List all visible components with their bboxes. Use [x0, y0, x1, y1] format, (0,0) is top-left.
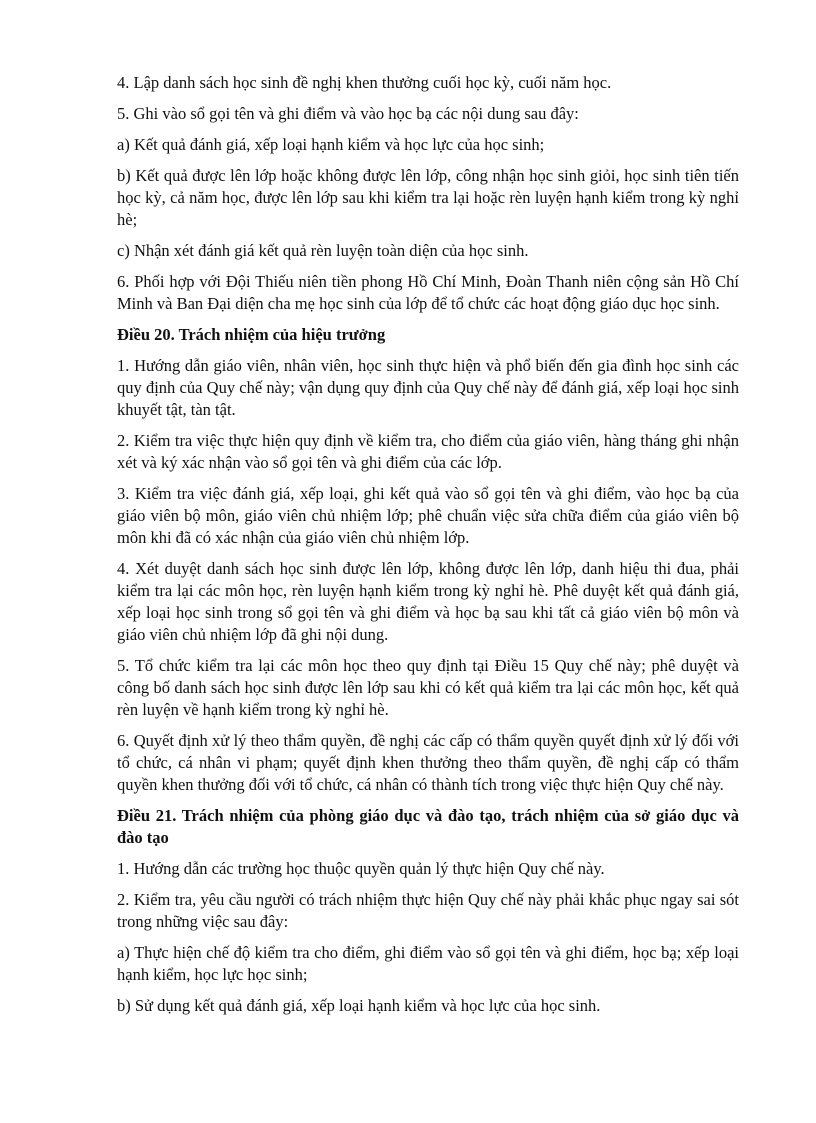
article-20-item-6: 6. Quyết định xử lý theo thẩm quyền, đề nghị các cấp có thẩm quyền quyết định xử lý đối với tổ chức, cá nhân vi phạm; quyết định khen thưởng theo thẩm quyền, đề nghị cấp có thẩm quyền khen thưởng đối với tổ chức, cá nhân có thành tích trong việc thực hiện Quy chế này. [117, 731, 739, 794]
article-21-item-2: 2. Kiểm tra, yêu cầu người có trách nhiệm thực hiện Quy chế này phải khắc phục ngay sai sót trong những việc sau đây: [117, 890, 739, 931]
article-20-item-5: 5. Tổ chức kiểm tra lại các môn học theo quy định tại Điều 15 Quy chế này; phê duyệt và công bố danh sách học sinh được lên lớp sau khi có kết quả kiểm tra lại các môn học, kết quả rèn luyện về hạnh kiểm trong kỳ nghỉ hè. [117, 656, 739, 719]
paragraph-4-list: 4. Lập danh sách học sinh đề nghị khen thưởng cuối học kỳ, cuối năm học. [117, 73, 612, 92]
article-21-item-2a: a) Thực hiện chế độ kiểm tra cho điểm, ghi điểm vào sổ gọi tên và ghi điểm, học bạ; xếp loại hạnh kiểm, học lực học sinh; [117, 943, 739, 984]
article-21-item-2b: b) Sử dụng kết quả đánh giá, xếp loại hạnh kiểm và học lực của học sinh. [117, 996, 601, 1015]
article-21-item-1: 1. Hướng dẫn các trường học thuộc quyền quản lý thực hiện Quy chế này. [117, 859, 605, 878]
article-20-heading: Điều 20. Trách nhiệm của hiệu trưởng [117, 325, 386, 344]
paragraph-5c: c) Nhận xét đánh giá kết quả rèn luyện toàn diện của học sinh. [117, 241, 529, 260]
paragraph-6-coordinate: 6. Phối hợp với Đội Thiếu niên tiền phong Hồ Chí Minh, Đoàn Thanh niên cộng sản Hồ Chí Minh và Ban Đại diện cha mẹ học sinh của lớp để tổ chức các hoạt động giáo dục học sinh. [117, 272, 739, 313]
paragraph-5b: b) Kết quả được lên lớp hoặc không được lên lớp, công nhận học sinh giỏi, học sinh tiên tiến học kỳ, cả năm học, được lên lớp sau khi kiểm tra lại hoặc rèn luyện hạnh kiểm trong kỳ nghỉ hè; [117, 166, 739, 229]
document-page [117, 72, 739, 1026]
paragraph-5-record: 5. Ghi vào sổ gọi tên và ghi điểm và vào học bạ các nội dung sau đây: [117, 104, 579, 123]
article-20-item-1: 1. Hướng dẫn giáo viên, nhân viên, học sinh thực hiện và phổ biến đến gia đình học sinh các quy định của Quy chế này; vận dụng quy định của Quy chế này để đánh giá, xếp loại học sinh khuyết tật, tàn tật. [117, 356, 739, 419]
article-20-item-3: 3. Kiểm tra việc đánh giá, xếp loại, ghi kết quả vào sổ gọi tên và ghi điểm, vào học bạ của giáo viên bộ môn, giáo viên chủ nhiệm lớp; phê chuẩn việc sửa chữa điểm của giáo viên bộ môn khi đã có xác nhận của giáo viên chủ nhiệm lớp. [117, 484, 739, 547]
article-20-item-2: 2. Kiểm tra việc thực hiện quy định về kiểm tra, cho điểm của giáo viên, hàng tháng ghi nhận xét và ký xác nhận vào sổ gọi tên và ghi điểm của các lớp. [117, 431, 739, 472]
article-21-heading: Điều 21. Trách nhiệm của phòng giáo dục và đào tạo, trách nhiệm của sở giáo dục và đào tạo [117, 806, 739, 847]
article-20-item-4: 4. Xét duyệt danh sách học sinh được lên lớp, không được lên lớp, danh hiệu thi đua, phải kiểm tra lại các môn học, rèn luyện hạnh kiểm trong kỳ nghỉ hè. Phê duyệt kết quả đánh giá, xếp loại học sinh trong sổ gọi tên và ghi điểm và học bạ sau khi tất cả giáo viên bộ môn và giáo viên chủ nhiệm lớp đã ghi nội dung. [117, 559, 739, 644]
paragraph-5a: a) Kết quả đánh giá, xếp loại hạnh kiểm và học lực của học sinh; [117, 135, 545, 154]
